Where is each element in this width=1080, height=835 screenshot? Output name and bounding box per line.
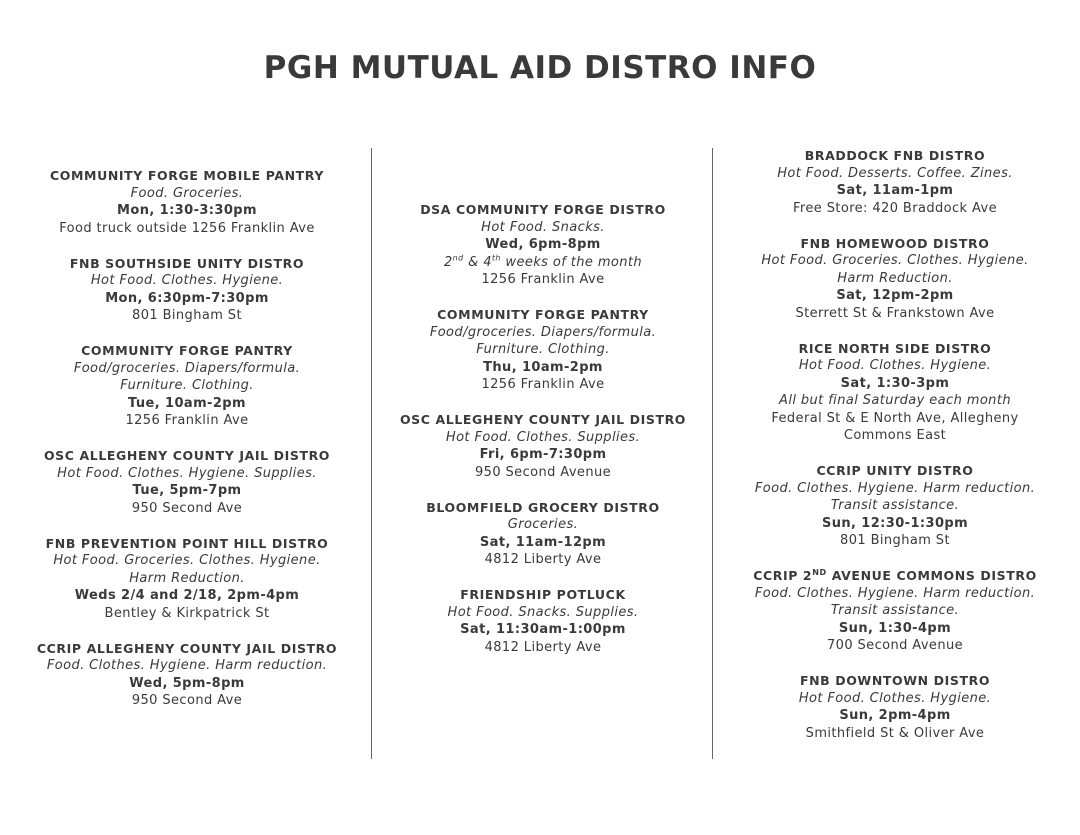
distro-offerings: Furniture. Clothing. <box>120 378 254 393</box>
distro-location: 950 Second Ave <box>131 693 243 708</box>
distro-location: 1256 Franklin Ave <box>125 413 249 428</box>
distro-location: Sterrett St & Frankstown Ave <box>795 305 995 321</box>
distro-offerings: Food. Clothes. Hygiene. Harm reduction. <box>754 585 1036 601</box>
distro-name: COMMUNITY FORGE PANTRY <box>437 307 649 322</box>
column-2 <box>375 201 711 674</box>
distro-offerings: Food. Clothes. Hygiene. Harm reduction. <box>754 480 1036 496</box>
distro-entry <box>717 567 1073 655</box>
superscript: th <box>491 253 501 263</box>
distro-schedule: Tue, 10am-2pm <box>128 395 246 411</box>
distro-name: RICE NORTH SIDE DISTRO <box>798 340 992 356</box>
distro-offerings: Hot Food. Groceries. Clothes. Hygiene. <box>761 253 1029 268</box>
distro-schedule: Weds 2/4 and 2/18, 2pm-4pm <box>74 588 300 603</box>
distro-note: All but final Saturday each month <box>779 393 1011 408</box>
distro-schedule: Fri, 6pm-7:30pm <box>479 447 607 462</box>
distro-offerings: Hot Food. Snacks. Supplies. <box>447 604 639 620</box>
distro-name: FNB DOWNTOWN DISTRO <box>799 673 991 688</box>
distro-name: FRIENDSHIP POTLUCK <box>460 587 626 602</box>
distro-name: DSA COMMUNITY FORGE DISTRO <box>420 202 666 217</box>
distro-entry <box>717 340 1073 445</box>
distro-schedule: Wed, 5pm-8pm <box>129 675 245 691</box>
distro-offerings: Hot Food. Desserts. Coffee. Zines. <box>777 165 1013 181</box>
distro-name: OSC ALLEGHENY COUNTY JAIL DISTRO <box>399 412 687 427</box>
text-segment: 2 <box>443 254 453 270</box>
distro-offerings: Hot Food. Clothes. Hygiene. Supplies. <box>57 465 317 481</box>
distro-location: Free Store: 420 Braddock Ave <box>792 200 998 216</box>
page-title: PGH MUTUAL AID DISTRO INFO <box>263 50 817 86</box>
distro-note <box>375 254 711 272</box>
distro-name: BLOOMFIELD GROCERY DISTRO <box>426 499 660 515</box>
distro-name: CCRIP ALLEGHENY COUNTY JAIL DISTRO <box>36 640 338 656</box>
distro-name: BRADDOCK FNB DISTRO <box>804 148 986 163</box>
distro-offerings: Hot Food. Snacks. <box>481 219 605 235</box>
distro-offerings: Food/groceries. Diapers/formula. <box>429 324 657 340</box>
column-1 <box>12 167 362 727</box>
distro-offerings: Hot Food. Clothes. Supplies. <box>445 429 641 445</box>
distro-entry <box>12 535 362 623</box>
distro-name: CCRIP UNITY DISTRO <box>816 463 974 478</box>
distro-location: 801 Bingham St <box>840 533 950 548</box>
distro-offerings: Transit assistance. <box>830 603 960 618</box>
distro-location: Federal St & E North Ave, Allegheny <box>771 410 1019 426</box>
distro-offerings: Hot Food. Clothes. Hygiene. <box>798 690 992 706</box>
distro-location: 4812 Liberty Ave <box>484 639 602 655</box>
distro-location: 950 Second Ave <box>131 500 243 516</box>
distro-offerings: Groceries. <box>507 517 579 532</box>
distro-entry <box>12 255 362 325</box>
distro-offerings: Hot Food. Clothes. Hygiene. <box>90 273 284 288</box>
distro-name: COMMUNITY FORGE MOBILE PANTRY <box>50 168 324 183</box>
distro-offerings: Hot Food. Groceries. Clothes. Hygiene. <box>53 553 321 568</box>
distro-schedule: Thu, 10am-2pm <box>483 359 603 375</box>
distro-offerings: Food. Clothes. Hygiene. Harm reduction. <box>46 658 328 673</box>
distro-schedule: Sat, 11:30am-1:00pm <box>460 622 626 637</box>
distro-entry <box>12 447 362 517</box>
column-divider <box>712 148 713 759</box>
distro-name: COMMUNITY FORGE PANTRY <box>81 343 293 358</box>
distro-entry <box>12 342 362 430</box>
superscript: nd <box>452 253 464 263</box>
distro-entry <box>717 672 1073 742</box>
distro-schedule: Tue, 5pm-7pm <box>132 483 242 498</box>
distro-entry <box>12 167 362 237</box>
distro-location: 1256 Franklin Ave <box>481 377 605 392</box>
distro-offerings: Food/groceries. Diapers/formula. <box>73 360 301 376</box>
distro-offerings: Furniture. Clothing. <box>476 342 610 357</box>
distro-offerings: Harm Reduction. <box>129 570 245 586</box>
distro-schedule: Sun, 1:30-4pm <box>838 620 952 636</box>
distro-location: Smithfield St & Oliver Ave <box>805 725 985 741</box>
distro-name <box>717 567 1073 585</box>
distro-schedule: Sat, 12pm-2pm <box>836 288 954 303</box>
distro-offerings: Hot Food. Clothes. Hygiene. <box>798 358 992 373</box>
distro-entry <box>12 640 362 710</box>
distro-location: 4812 Liberty Ave <box>484 552 602 567</box>
distro-entry <box>717 235 1073 323</box>
distro-schedule: Sat, 1:30-3pm <box>840 375 950 391</box>
text-segment: & 4 <box>463 254 492 270</box>
distro-location: 700 Second Avenue <box>826 638 964 653</box>
distro-location: Commons East <box>843 428 947 443</box>
distro-entry <box>375 499 711 569</box>
distro-offerings: Harm Reduction. <box>837 270 953 286</box>
distro-schedule: Mon, 1:30-3:30pm <box>117 203 257 218</box>
distro-entry <box>717 147 1073 217</box>
distro-entry <box>375 306 711 394</box>
distro-schedule: Mon, 6:30pm-7:30pm <box>105 290 269 306</box>
distro-location: Food truck outside 1256 Franklin Ave <box>59 220 315 236</box>
distro-location: 1256 Franklin Ave <box>481 272 605 287</box>
distro-schedule: Sat, 11am-1pm <box>836 183 954 198</box>
distro-entry <box>375 201 711 289</box>
text-segment: weeks of the month <box>500 254 643 270</box>
distro-schedule: Sun, 2pm-4pm <box>839 708 951 723</box>
column-divider <box>371 148 372 759</box>
distro-entry <box>375 586 711 656</box>
distro-offerings: Food. Groceries. <box>130 185 244 201</box>
superscript: ND <box>812 567 827 577</box>
distro-offerings: Transit assistance. <box>830 498 960 513</box>
distro-location: 950 Second Avenue <box>474 464 612 480</box>
distro-schedule: Wed, 6pm-8pm <box>485 237 601 252</box>
distro-name: FNB PREVENTION POINT HILL DISTRO <box>45 535 329 551</box>
distro-name: FNB SOUTHSIDE UNITY DISTRO <box>69 255 305 271</box>
column-3 <box>717 147 1073 760</box>
distro-location: 801 Bingham St <box>132 308 242 323</box>
distro-schedule: Sun, 12:30-1:30pm <box>821 515 969 531</box>
distro-name: FNB HOMEWOOD DISTRO <box>800 235 990 251</box>
distro-location: Bentley & Kirkpatrick St <box>104 605 270 621</box>
distro-schedule: Sat, 11am-12pm <box>479 534 607 550</box>
distro-entry <box>375 411 711 481</box>
text-segment: AVENUE COMMONS DISTRO <box>826 568 1037 583</box>
text-segment: CCRIP 2 <box>753 568 813 583</box>
distro-entry <box>717 462 1073 550</box>
distro-name: OSC ALLEGHENY COUNTY JAIL DISTRO <box>43 448 331 463</box>
